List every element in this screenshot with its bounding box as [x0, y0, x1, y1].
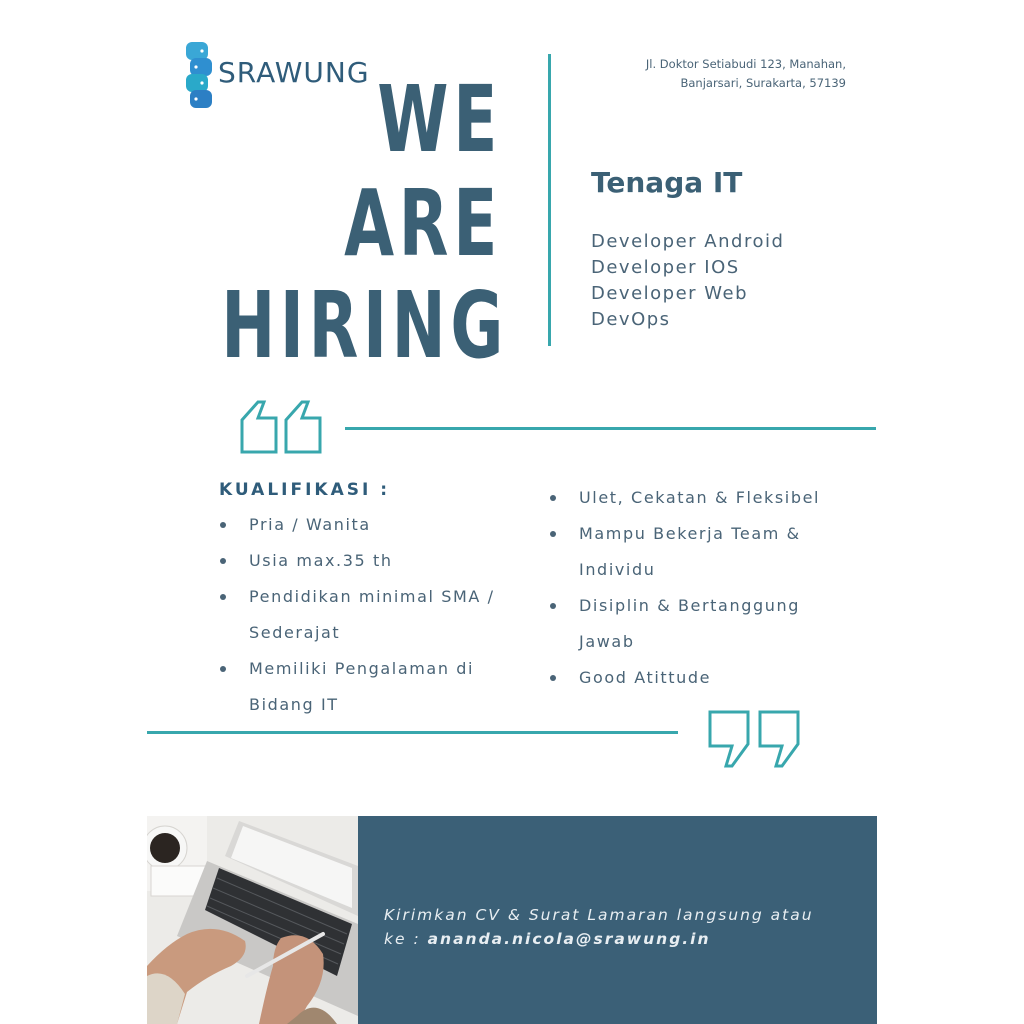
cta-text: Kirimkan CV & Surat Lamaran langsung atau [384, 906, 814, 924]
list-item: Pria / Wanita [220, 507, 520, 543]
list-item: Usia max.35 th [220, 543, 520, 579]
list-item: Pendidikan minimal SMA / Sederajat [220, 579, 519, 651]
laptop-photo [147, 816, 358, 1024]
qualifications-list-left [220, 507, 520, 723]
divider-line-bottom [147, 731, 678, 734]
list-item: Ulet, Cekatan & Fleksibel [550, 480, 840, 516]
job-role: Developer Web [591, 283, 749, 304]
job-roles-list [591, 229, 784, 333]
list-item: Disiplin & Bertanggung Jawab [550, 588, 819, 660]
list-item: Mampu Bekerja Team & Individu [550, 516, 829, 588]
vertical-divider [548, 54, 551, 346]
divider-line-top [345, 427, 876, 430]
srawung-logo-icon [186, 42, 212, 108]
cta-contact-line [384, 930, 711, 948]
address [586, 55, 846, 93]
job-role: Developer Android [591, 231, 785, 252]
address-line-1: Jl. Doktor Setiabudi 123, Manahan, [645, 57, 846, 71]
headline-hiring: HIRING [221, 272, 509, 379]
qualifications-list-right [550, 480, 840, 696]
headline-are: ARE [344, 170, 502, 277]
address-line-2: Banjarsari, Surakarta, 57139 [680, 76, 846, 90]
list-item: Memiliki Pengalaman di Bidang IT [220, 651, 499, 723]
qualifications-heading: KUALIFIKASI : [219, 480, 391, 500]
email-link[interactable]: ananda.nicola@srawung.in [427, 930, 711, 948]
brand-name: SRAWUNG [218, 56, 370, 89]
job-role: DevOps [591, 309, 671, 330]
list-item: Good Atittude [550, 660, 840, 696]
laptop-photo-illustration [147, 816, 358, 1024]
job-title: Tenaga IT [591, 166, 743, 199]
headline-we: WE [377, 66, 502, 173]
open-quote-icon [238, 396, 328, 456]
cta-prefix: ke : [384, 930, 428, 948]
job-role: Developer IOS [591, 257, 740, 278]
close-quote-icon [706, 708, 804, 770]
